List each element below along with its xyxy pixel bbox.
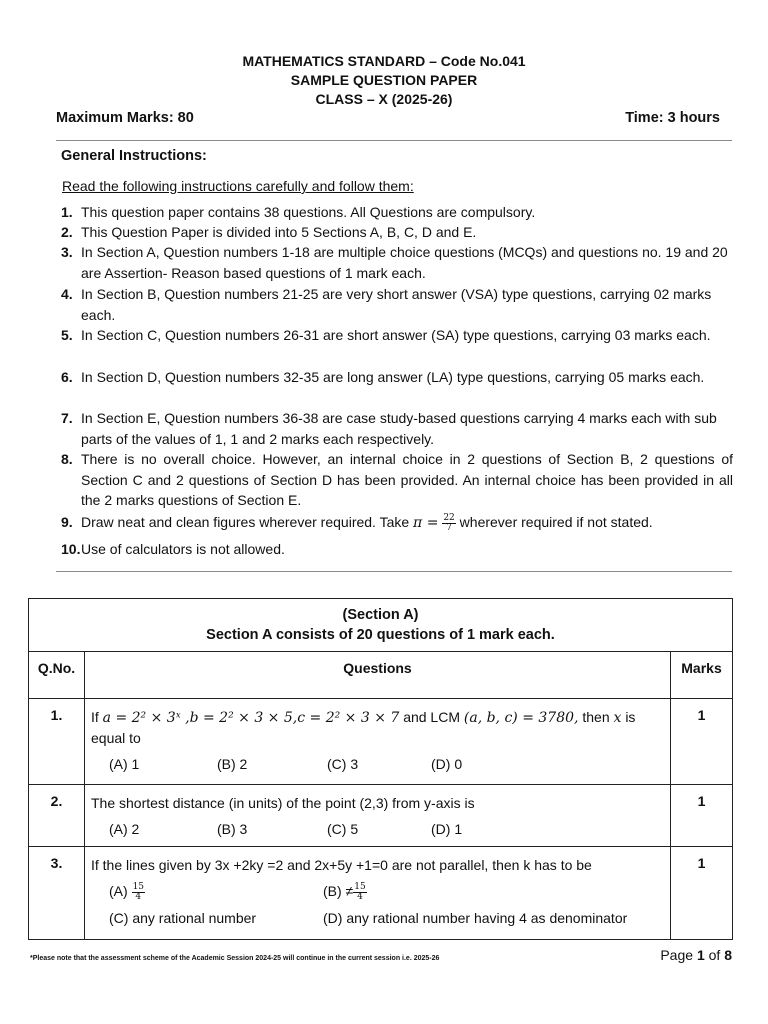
option-d: (D) 0 bbox=[431, 756, 463, 772]
section-subtitle: Section A consists of 20 questions of 1 mark each. bbox=[206, 627, 555, 643]
instruction-text: In Section A, Question numbers 1-18 are multiple choice questions (MCQs) and questions no. 19 and 20 are Assertion- Reason based questions of 1 mark each. bbox=[81, 244, 728, 281]
instruction-number: 6. bbox=[61, 369, 73, 385]
time-allowed: Time: 3 hours bbox=[625, 110, 720, 126]
header-qno: Q.No. bbox=[29, 652, 85, 699]
option-list bbox=[91, 875, 662, 933]
footer-note: *Please note that the assessment scheme of the Academic Session 2024-25 will continue in the current session i.e. 2025-26 bbox=[30, 955, 440, 962]
instruction-text: This Question Paper is divided into 5 Sections A, B, C, D and E. bbox=[81, 224, 477, 240]
paper-class: CLASS – X (2025-26) bbox=[315, 91, 453, 107]
question-number: 2. bbox=[29, 785, 85, 847]
question-text: The shortest distance (in units) of the point (2,3) from y-axis is (A) 2 (B) 3 (C) 5 (D) 1 bbox=[85, 785, 671, 847]
instructions-subtitle: Read the following instructions carefully and follow them: bbox=[62, 178, 414, 194]
instruction-number: 3. bbox=[61, 244, 73, 260]
instruction-item bbox=[61, 449, 733, 511]
math-expression: (a, b, c) = 3780, bbox=[463, 710, 579, 726]
option-list bbox=[91, 748, 662, 776]
instruction-item bbox=[61, 222, 733, 243]
instruction-text: Use of calculators is not allowed. bbox=[81, 541, 285, 557]
option-c: (C) 3 bbox=[327, 756, 359, 772]
page-number: Page 1 of 8 bbox=[660, 947, 732, 963]
fraction-15-4: $\frac{15}{4}$ bbox=[132, 881, 145, 902]
instruction-number: 7. bbox=[61, 410, 73, 426]
instruction-number: 9. bbox=[61, 514, 73, 530]
instruction-item bbox=[61, 202, 733, 223]
table-row bbox=[29, 785, 733, 847]
instruction-item bbox=[61, 512, 733, 534]
option-b: (B) 2 bbox=[217, 756, 248, 772]
instruction-text: In Section E, Question numbers 36-38 are case study-based questions carrying 4 marks each with sub parts of the values of 1, 1 and 2 marks each respectively. bbox=[81, 410, 717, 447]
option-a: (A) 1 bbox=[109, 756, 140, 772]
option-d: (D) any rational number having 4 as denominator bbox=[323, 910, 628, 926]
max-marks: Maximum Marks: 80 bbox=[56, 110, 194, 126]
question-marks: 1 bbox=[671, 785, 733, 847]
section-a-table bbox=[28, 598, 733, 940]
question-marks: 1 bbox=[671, 847, 733, 940]
option-a: (A) $\frac{15}{4}$ bbox=[109, 881, 145, 902]
option-b: (B) ≠ $\frac{15}{4}$ bbox=[323, 881, 366, 902]
instruction-item bbox=[61, 284, 733, 325]
question-marks: 1 bbox=[671, 699, 733, 785]
instruction-text: There is no overall choice. However, an internal choice in 2 questions of Section B, 2 questions of Section C and 2 questions of Section D has been provided. An internal choice has been provided in all the 2 marks questions of Section E. bbox=[81, 451, 733, 508]
header-marks: Marks bbox=[671, 652, 733, 699]
instruction-text-part: wherever required if not stated. bbox=[459, 514, 653, 530]
instruction-number: 10. bbox=[61, 541, 81, 557]
fraction-denominator: 7 bbox=[446, 522, 452, 533]
fraction-22-7 bbox=[442, 514, 455, 533]
question-text: If the lines given by 3x +2ky =2 and 2x+5y +1=0 are not parallel, then k has to be (A) $\frac{15}{4}$ (B) ≠ $\frac{15}{4}$ (C) any rational number (D) any rational number having 4 as denominator bbox=[85, 847, 671, 940]
instruction-number: 5. bbox=[61, 327, 73, 343]
instruction-item bbox=[61, 539, 733, 560]
option-d: (D) 1 bbox=[431, 821, 463, 837]
instruction-number: 1. bbox=[61, 204, 73, 220]
instruction-text: In Section D, Question numbers 32-35 are long answer (LA) type questions, carrying 05 marks each. bbox=[81, 369, 705, 385]
paper-title: MATHEMATICS STANDARD – Code No.041 bbox=[242, 53, 526, 69]
instruction-item bbox=[61, 242, 733, 283]
instruction-text-part: Draw neat and clean figures wherever required. Take bbox=[81, 514, 410, 530]
question-text: If a = 2² × 3ˣ ,b = 2² × 3 × 5,c = 2² × 3 × 7 and LCM (a, b, c) = 3780, then x is equal to (A) 1 (B) 2 (C) 3 (D) 0 bbox=[85, 699, 671, 785]
instruction-item bbox=[61, 367, 733, 388]
section-heading bbox=[29, 599, 733, 652]
option-c: (C) 5 bbox=[327, 821, 359, 837]
question-number: 3. bbox=[29, 847, 85, 940]
instruction-text bbox=[61, 512, 733, 534]
instruction-text: In Section C, Question numbers 26-31 are short answer (SA) type questions, carrying 03 marks each. bbox=[81, 327, 711, 343]
option-b: (B) 3 bbox=[217, 821, 248, 837]
table-row bbox=[29, 847, 733, 940]
instruction-item bbox=[61, 408, 733, 449]
math-expression: a = 2² × 3ˣ ,b = 2² × 3 × 5,c = 2² × 3 × 7 bbox=[102, 710, 400, 726]
fraction-numerator: 22 bbox=[443, 512, 455, 523]
option-a: (A) 2 bbox=[109, 821, 140, 837]
question-number: 1. bbox=[29, 699, 85, 785]
header-questions: Questions bbox=[85, 652, 671, 699]
divider-bottom bbox=[56, 571, 732, 572]
pi-symbol: π = bbox=[413, 515, 439, 531]
instruction-number: 8. bbox=[61, 451, 73, 467]
table-row bbox=[29, 699, 733, 785]
instructions-title: General Instructions: bbox=[61, 148, 207, 164]
divider-top bbox=[56, 140, 732, 141]
option-c: (C) any rational number bbox=[109, 910, 257, 926]
section-title: (Section A) bbox=[342, 607, 419, 623]
option-list bbox=[91, 813, 662, 841]
instruction-text: This question paper contains 38 questions. All Questions are compulsory. bbox=[81, 204, 536, 220]
instruction-number: 2. bbox=[61, 224, 73, 240]
marks-time-row bbox=[56, 110, 720, 128]
paper-type: SAMPLE QUESTION PAPER bbox=[290, 72, 478, 88]
fraction-15-4: $\frac{15}{4}$ bbox=[354, 881, 366, 902]
instruction-number: 4. bbox=[61, 286, 73, 302]
instruction-text: In Section B, Question numbers 21-25 are very short answer (VSA) type questions, carrying 02 marks each. bbox=[81, 286, 712, 323]
instruction-item bbox=[61, 325, 733, 346]
